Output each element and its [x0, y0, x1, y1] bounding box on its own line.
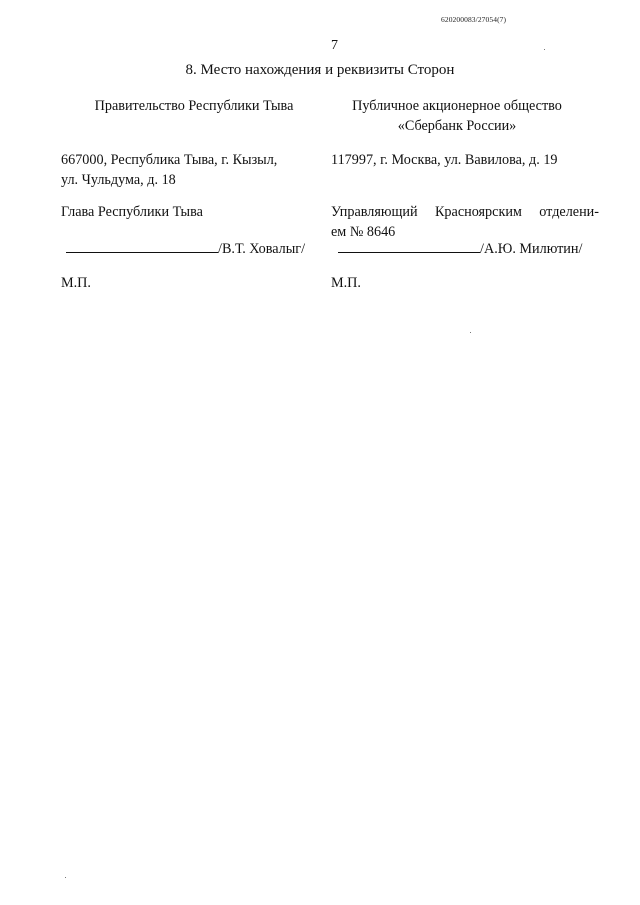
right-stamp-placeholder: М.П. — [331, 275, 361, 291]
left-signature-block — [66, 238, 305, 259]
right-party-name — [307, 96, 607, 136]
right-position-line-2: ем № 8646 — [331, 224, 396, 240]
scan-speck — [470, 332, 471, 333]
section-title: 8. Место нахождения и реквизиты Сторон — [185, 62, 455, 78]
left-party-name — [44, 96, 344, 116]
left-party-position: Глава Республики Тыва — [61, 204, 203, 220]
left-party-address — [61, 150, 277, 190]
left-address-line-2: ул. Чульдума, д. 18 — [61, 172, 176, 188]
right-position-line-1: Управляющий Красноярским отделени- — [331, 204, 599, 220]
right-signature-block — [338, 238, 582, 259]
right-signature-name: /А.Ю. Милютин/ — [480, 241, 583, 257]
left-party-name-text: Правительство Республики Тыва — [94, 98, 294, 114]
scan-speck — [65, 877, 66, 878]
page-number: 7 — [331, 38, 338, 53]
left-address-line-1: 667000, Республика Тыва, г. Кызыл, — [61, 152, 278, 168]
left-signature-line — [66, 238, 218, 253]
left-signature-name: /В.Т. Ховалыг/ — [218, 241, 306, 257]
right-party-position — [331, 202, 599, 242]
scan-speck — [544, 49, 545, 50]
document-number: 620200083/27054(7) — [441, 15, 507, 24]
right-signature-line — [338, 238, 480, 253]
left-stamp-placeholder: М.П. — [61, 275, 91, 291]
right-party-name-line-2: «Сбербанк России» — [397, 118, 517, 134]
right-party-name-line-1: Публичное акционерное общество — [352, 98, 562, 114]
right-party-address: 117997, г. Москва, ул. Вавилова, д. 19 — [331, 152, 558, 168]
